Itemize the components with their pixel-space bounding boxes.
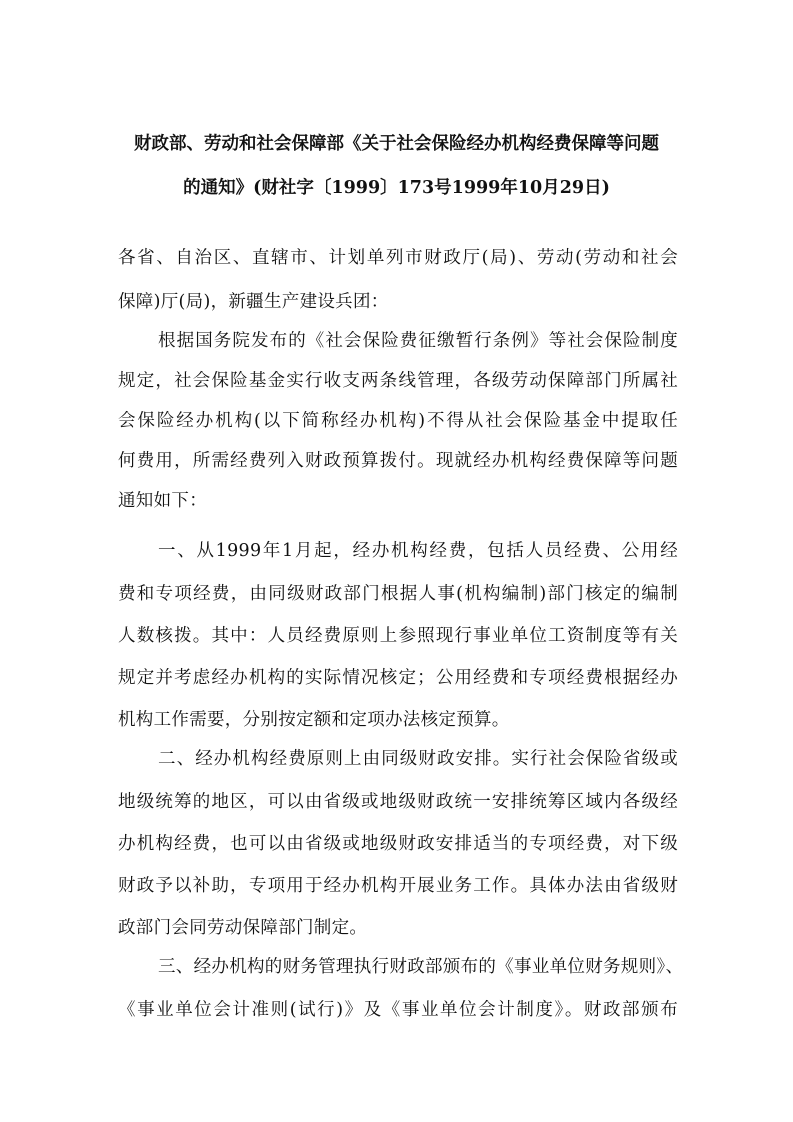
document-title-line-1: 财政部、劳动和社会保障部《关于社会保险经办机构经费保障等问题	[134, 134, 659, 154]
body-line-9: 费和专项经费，由同级财政部门根据人事(机构编制)部门核定的编制	[118, 584, 678, 604]
body-line-8: 一、从1999年1月起，经办机构经费，包括人员经费、公用经	[158, 541, 678, 561]
body-line-16: 财政予以补助，专项用于经办机构开展业务工作。具体办法由省级财	[118, 876, 678, 896]
body-line-11: 规定并考虑经办机构的实际情况核定；公用经费和专项经费根据经办	[118, 668, 678, 688]
body-line-19: 《事业单位会计准则(试行)》及《事业单位会计制度》。财政部颁布	[118, 1000, 678, 1020]
body-line-2: 保障)厅(局)，新疆生产建设兵团：	[118, 292, 389, 312]
document-title-line-2: 的通知》(财社字〔1999〕173号1999年10月29日)	[183, 178, 610, 198]
body-line-4: 规定，社会保险基金实行收支两条线管理，各级劳动保障部门所属社	[118, 371, 678, 391]
body-line-12: 机构工作需要，分别按定额和定项办法核定预算。	[118, 710, 510, 730]
body-line-18: 三、经办机构的财务管理执行财政部颁布的《事业单位财务规则》、	[158, 957, 684, 977]
body-line-15: 办机构经费，也可以由省级或地级财政安排适当的专项经费，对下级	[118, 834, 678, 854]
body-line-7: 通知如下：	[118, 491, 207, 511]
body-line-17: 政部门会同劳动保障部门制定。	[118, 918, 368, 938]
body-line-3: 根据国务院发布的《社会保险费征缴暂行条例》等社会保险制度	[158, 331, 678, 351]
body-line-6: 何费用，所需经费列入财政预算拨付。现就经办机构经费保障等问题	[118, 451, 678, 471]
body-line-5: 会保险经办机构(以下简称经办机构)不得从社会保险基金中提取任	[118, 411, 678, 431]
body-line-10: 人数核拨。其中：人员经费原则上参照现行事业单位工资制度等有关	[118, 626, 678, 646]
body-line-1: 各省、自治区、直辖市、计划单列市财政厅(局)、劳动(劳动和社会	[118, 248, 678, 268]
body-line-13: 二、经办机构经费原则上由同级财政安排。实行社会保险省级或	[158, 749, 678, 769]
body-line-14: 地级统筹的地区，可以由省级或地级财政统一安排统筹区域内各级经	[118, 792, 678, 812]
